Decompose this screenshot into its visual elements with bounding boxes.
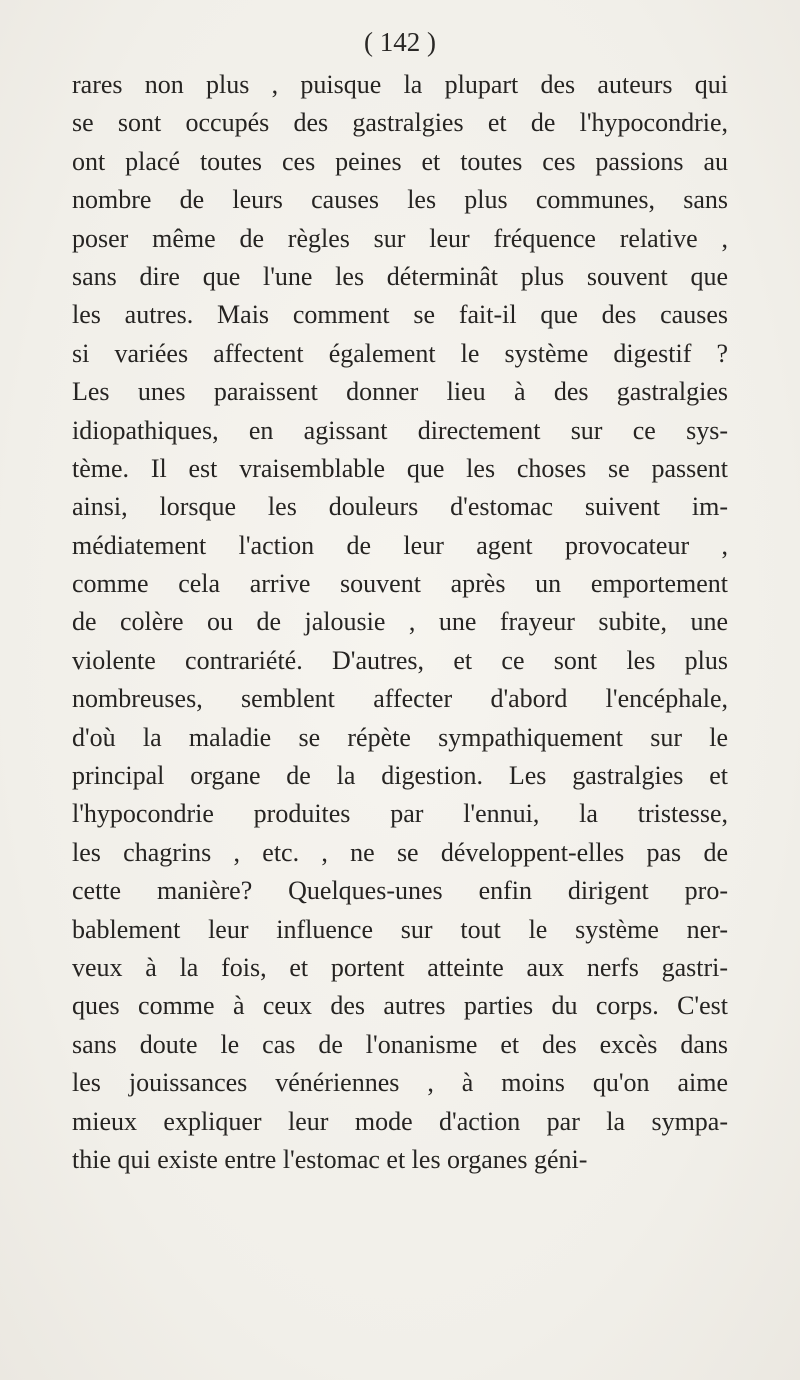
text-line: veux à la fois, et portent atteinte aux nerfs gastri- — [72, 952, 728, 982]
text-line: rares non plus , puisque la plupart des auteurs qui — [72, 70, 728, 99]
text-line: principal organe de la digestion. Les gastralgies et — [72, 761, 728, 791]
text-line: sans dire que l'une les déterminât plus souvent que — [72, 261, 728, 291]
body-text — [72, 66, 728, 1179]
text-line: les jouissances vénériennes , à moins qu'on aime — [72, 1068, 728, 1098]
text-line: d'où la maladie se répète sympathiquement sur le — [72, 722, 728, 752]
text-line: thie qui existe entre l'estomac et les organes géni- — [72, 1144, 588, 1174]
text-line: ques comme à ceux des autres parties du corps. C'est — [72, 991, 728, 1021]
text-line: violente contrariété. D'autres, et ce sont les plus — [72, 645, 728, 675]
text-line: poser même de règles sur leur fréquence relative , — [72, 223, 728, 253]
page-number: ( 142 ) — [364, 27, 436, 57]
text-line: ont placé toutes ces peines et toutes ces passions au — [72, 146, 728, 176]
text-line: de colère ou de jalousie , une frayeur subite, une — [72, 607, 728, 637]
text-line: sans doute le cas de l'onanisme et des excès dans — [72, 1029, 728, 1059]
text-line: se sont occupés des gastralgies et de l'hypocondrie, — [72, 108, 728, 138]
text-line: les chagrins , etc. , ne se développent-elles pas de — [72, 837, 728, 867]
text-line: cette manière? Quelques-unes enfin dirigent pro- — [72, 876, 728, 906]
text-line: idiopathiques, en agissant directement sur ce sys- — [72, 415, 728, 445]
text-line: l'hypocondrie produites par l'ennui, la tristesse, — [72, 799, 728, 829]
text-line: Les unes paraissent donner lieu à des gastralgies — [72, 377, 728, 407]
text-line: bablement leur influence sur tout le système ner- — [72, 914, 728, 944]
text-line: ainsi, lorsque les douleurs d'estomac suivent im- — [72, 492, 728, 522]
text-line: les autres. Mais comment se fait-il que des causes — [72, 300, 728, 330]
text-line: tème. Il est vraisemblable que les choses se passent — [72, 453, 728, 483]
text-line: nombreuses, semblent affecter d'abord l'encéphale, — [72, 684, 728, 714]
text-line: nombre de leurs causes les plus communes, sans — [72, 185, 728, 215]
text-line: médiatement l'action de leur agent provocateur , — [72, 530, 728, 560]
text-line: comme cela arrive souvent après un emportement — [72, 569, 728, 599]
text-line: mieux expliquer leur mode d'action par la sympa- — [72, 1106, 728, 1136]
text-line: si variées affectent également le système digestif ? — [72, 338, 728, 368]
